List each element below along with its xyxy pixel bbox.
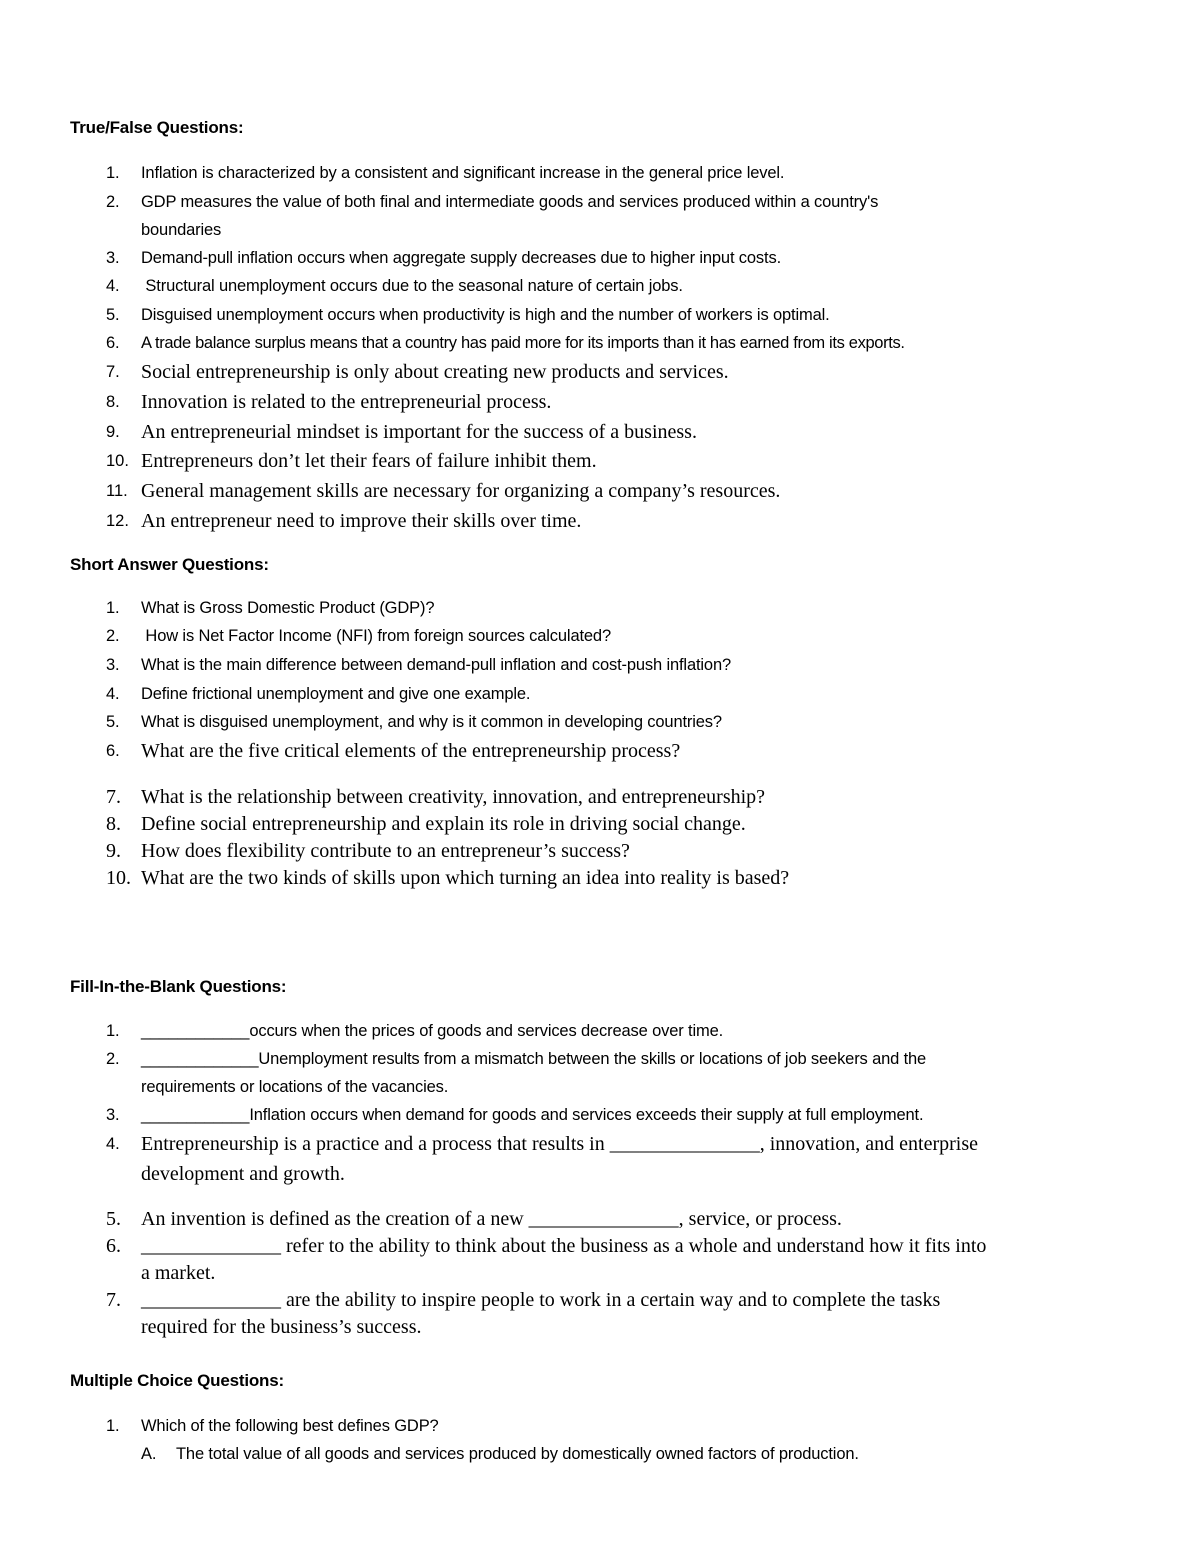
option-letter: A. [141,1445,157,1463]
item-text: GDP measures the value of both final and intermediate goods and services produced within a country's [141,193,879,211]
item-number: 6. [106,334,120,352]
item-number: 8. [106,393,120,411]
item-text-continuation: boundaries [141,221,222,239]
item-text: Which of the following best defines GDP? [141,1417,439,1435]
true-false-heading: True/False Questions: [70,118,244,137]
fill-blank-heading: Fill-In-the-Blank Questions: [70,977,287,996]
item-text: Demand-pull inflation occurs when aggregate supply decreases due to higher input costs. [141,249,782,267]
item-number: 9. [106,840,121,862]
item-text: An entrepreneur need to improve their skills over time. [141,510,582,532]
item-text: Innovation is related to the entrepreneurial process. [141,391,552,413]
item-number: 1. [106,1417,120,1435]
item-text: ____________occurs when the prices of goods and services decrease over time. [141,1022,724,1040]
item-text: What are the five critical elements of the entrepreneurship process? [141,740,681,762]
item-text: An entrepreneurial mindset is important for the success of a business. [141,421,697,443]
item-number: 2. [106,1050,120,1068]
item-text: An invention is defined as the creation of a new _______________, service, or process. [141,1208,842,1230]
item-number: 4. [106,685,120,703]
item-number: 4. [106,277,120,295]
item-text: Inflation is characterized by a consistent and significant increase in the general price level. [141,164,785,182]
short-answer-heading: Short Answer Questions: [70,555,269,574]
item-number: 1. [106,164,120,182]
item-text: How is Net Factor Income (NFI) from foreign sources calculated? [141,627,611,645]
item-number: 3. [106,1106,120,1124]
item-text: What is the main difference between demand-pull inflation and cost-push inflation? [141,656,732,674]
item-number: 7. [106,363,120,381]
item-text: General management skills are necessary for organizing a company’s resources. [141,480,781,502]
item-text-continuation: development and growth. [141,1163,345,1185]
item-number: 2. [106,193,120,211]
item-text: ____________Inflation occurs when demand for goods and services exceeds their supply at full employment. [141,1106,924,1124]
item-text: What is the relationship between creativity, innovation, and entrepreneurship? [141,786,766,808]
item-number: 2. [106,627,120,645]
item-text-continuation: a market. [141,1262,216,1284]
item-text: Define social entrepreneurship and explain its role in driving social change. [141,813,746,835]
item-number: 3. [106,249,120,267]
item-number: 11. [106,482,128,500]
item-text: ______________ refer to the ability to think about the business as a whole and understand how it fits into [141,1235,987,1257]
item-text: Entrepreneurship is a practice and a process that results in _______________, innovation, and enterprise [141,1133,978,1155]
item-number: 12. [106,512,129,530]
item-text: What are the two kinds of skills upon which turning an idea into reality is based? [141,867,790,889]
item-text: What is Gross Domestic Product (GDP)? [141,599,435,617]
item-text: Define frictional unemployment and give one example. [141,685,531,703]
item-number: 4. [106,1135,120,1153]
item-text: _____________Unemployment results from a mismatch between the skills or locations of job seekers and the [141,1050,927,1068]
item-number: 1. [106,1022,120,1040]
item-number: 6. [106,1235,121,1257]
item-text: Disguised unemployment occurs when productivity is high and the number of workers is optimal. [141,306,830,324]
multiple-choice-heading: Multiple Choice Questions: [70,1371,284,1390]
item-number: 8. [106,813,121,835]
item-number: 5. [106,713,120,731]
item-number: 3. [106,656,120,674]
item-text: What is disguised unemployment, and why is it common in developing countries? [141,713,722,731]
item-text: A trade balance surplus means that a country has paid more for its imports than it has earned from its exports. [141,334,905,352]
item-text: ______________ are the ability to inspire people to work in a certain way and to complete the tasks [141,1289,941,1311]
item-text-continuation: requirements or locations of the vacancies. [141,1078,449,1096]
item-number: 6. [106,742,120,760]
item-text: Entrepreneurs don’t let their fears of failure inhibit them. [141,450,597,472]
item-number: 9. [106,423,120,441]
option-text: The total value of all goods and services produced by domestically owned factors of production. [176,1445,859,1463]
item-number: 1. [106,599,120,617]
item-number: 7. [106,1289,121,1311]
item-number: 10. [106,867,131,889]
item-number: 7. [106,786,121,808]
item-text: How does flexibility contribute to an entrepreneur’s success? [141,840,630,862]
item-text: Structural unemployment occurs due to the seasonal nature of certain jobs. [141,277,683,295]
item-text: Social entrepreneurship is only about creating new products and services. [141,361,729,383]
item-number: 10. [106,452,129,470]
item-number: 5. [106,306,120,324]
item-text-continuation: required for the business’s success. [141,1316,422,1338]
item-number: 5. [106,1208,121,1230]
